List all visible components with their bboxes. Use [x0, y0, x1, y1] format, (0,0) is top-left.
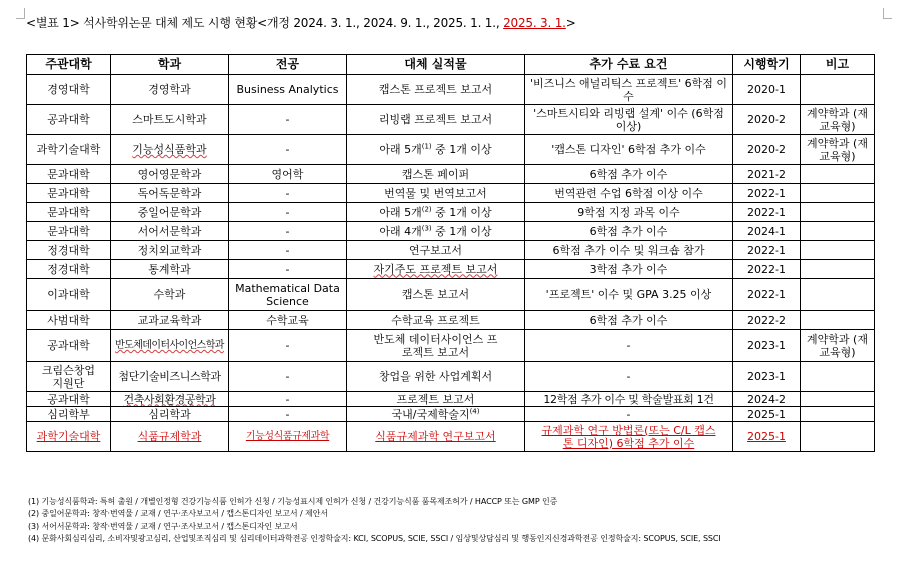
cell-college: 정경대학	[27, 260, 111, 279]
cell-requirement: 번역관련 수업 6학점 이상 이수	[525, 184, 733, 203]
cell-term: 2023-1	[733, 362, 801, 392]
cell-department: 심리학과	[111, 407, 229, 422]
cell-note	[801, 184, 875, 203]
cell-requirement: 6학점 추가 이수	[525, 222, 733, 241]
table-row	[27, 105, 875, 135]
cell-output: 리빙랩 프로젝트 보고서	[347, 105, 525, 135]
cell-requirement	[525, 422, 733, 452]
footnote-ref: (3)	[421, 223, 432, 232]
cell-output	[347, 203, 525, 222]
cell-requirement: -	[525, 362, 733, 392]
cell-college: 문과대학	[27, 184, 111, 203]
table-caption	[26, 14, 576, 31]
cell-term: 2024-1	[733, 222, 801, 241]
table-row	[27, 184, 875, 203]
cell-note	[801, 362, 875, 392]
cell-note: 계약학과 (재교육형)	[801, 330, 875, 362]
cell-output: 캡스톤 페이퍼	[347, 165, 525, 184]
page-corner-mark-left	[16, 8, 25, 19]
cell-output: 연구보고서	[347, 241, 525, 260]
cell-major: -	[229, 392, 347, 407]
cell-college: 문과대학	[27, 203, 111, 222]
cell-department: 첨단기술비즈니스학과	[111, 362, 229, 392]
cell-term: 2022-1	[733, 279, 801, 311]
cell-note	[801, 407, 875, 422]
output-tail: 중 1개 이상	[431, 224, 492, 238]
footnotes	[28, 496, 721, 546]
cell-college: 이과대학	[27, 279, 111, 311]
cell-department: 중일어문학과	[111, 203, 229, 222]
cell-note	[801, 279, 875, 311]
table-row	[27, 407, 875, 422]
cell-requirement: 6학점 추가 이수 및 워크숍 참가	[525, 241, 733, 260]
cell-major: 수학교육	[229, 311, 347, 330]
table-row	[27, 75, 875, 105]
footnote-1: (1) 기능성식품학과: 특허 출원 / 개별인정형 건강기능식품 인허가 신청 / 기능성표시제 인허가 신청 / 건강기능식품 품목제조허가 / HACCP 또는 GMP 인증	[28, 497, 558, 506]
cell-requirement: -	[525, 407, 733, 422]
cell-output: 창업을 위한 사업계획서	[347, 362, 525, 392]
cell-department: 교과교육학과	[111, 311, 229, 330]
cell-requirement: 6학점 추가 이수	[525, 165, 733, 184]
footnote-4: (4) 문화사회심리심리, 소비자및광고심리, 산업및조직심리 및 심리데이터과학전공 인정학술지: KCI, SCOPUS, SCIE, SSCI / 임상및상담심리 및 행동인지신경과학전공 인정학술지: SCOPUS, SCIE, SSCI	[28, 534, 721, 544]
cell-term: 2021-2	[733, 165, 801, 184]
cell-note	[801, 222, 875, 241]
cell-department: 독어독문학과	[111, 184, 229, 203]
cell-output: 프로젝트 보고서	[347, 392, 525, 407]
cell-major: -	[229, 407, 347, 422]
cell-note	[801, 165, 875, 184]
cell-requirement: -	[525, 330, 733, 362]
cell-department: 정치외교학과	[111, 241, 229, 260]
cell-output: 캡스톤 보고서	[347, 279, 525, 311]
cell-output	[347, 222, 525, 241]
dept-text: 건축사회환경공학과	[123, 392, 216, 406]
footnote-ref: (1)	[421, 142, 432, 151]
header-department: 학과	[111, 55, 229, 75]
cell-note	[801, 311, 875, 330]
footnote-ref: (2)	[421, 204, 432, 213]
table-row	[27, 392, 875, 407]
header-note: 비고	[801, 55, 875, 75]
cell-term: 2022-1	[733, 203, 801, 222]
output-text: 아래 5개	[379, 143, 422, 156]
cell-major: Mathematical Data Science	[229, 279, 347, 311]
cell-term: 2020-1	[733, 75, 801, 105]
output-text: 아래 5개	[379, 205, 422, 219]
cell-major	[229, 422, 347, 452]
cell-requirement: '비즈니스 애널리틱스 프로젝트' 6학점 이수	[525, 75, 733, 105]
cell-college: 문과대학	[27, 222, 111, 241]
cell-note	[801, 75, 875, 105]
footnote-ref: (4)	[469, 406, 480, 415]
cell-output	[347, 260, 525, 279]
cell-requirement: 9학점 지정 과목 이수	[525, 203, 733, 222]
cell-note	[801, 260, 875, 279]
table-row	[27, 135, 875, 165]
cell-major: -	[229, 184, 347, 203]
cell-note: 계약학과 (재교육형)	[801, 105, 875, 135]
footnote-2: (2) 중일어문학과: 창작·번역물 / 교재 / 연구·조사보고서 / 캡스톤디자인 보고서 / 제안서	[28, 509, 328, 519]
table-row	[27, 165, 875, 184]
output-text: 아래 4개	[379, 224, 422, 238]
header-additional-requirement: 추가 수료 요건	[525, 55, 733, 75]
cell-department	[111, 422, 229, 452]
cell-output: 반도체 데이터사이언스 프로젝트 보고서	[347, 330, 525, 362]
cell-major: -	[229, 105, 347, 135]
cell-major: -	[229, 135, 347, 165]
cell-requirement: '스마트시티와 리빙랩 설계' 이수 (6학점 이상)	[525, 105, 733, 135]
thesis-replacement-table	[26, 54, 875, 452]
cell-department: 통계학과	[111, 260, 229, 279]
cell-note: 계약학과 (재교육형)	[801, 135, 875, 165]
caption-prefix: <별표 1> 석사학위논문 대체 제도 시행 현황<개정 2024. 3. 1., 2024. 9. 1., 2025. 1. 1.,	[26, 16, 504, 30]
table-row	[27, 203, 875, 222]
cell-term	[733, 422, 801, 452]
cell-output: 캡스톤 프로젝트 보고서	[347, 75, 525, 105]
table-header-row	[27, 55, 875, 75]
output-text: 자기주도 프로젝트 보고서	[373, 262, 498, 276]
cell-department: 영어영문학과	[111, 165, 229, 184]
cell-output	[347, 422, 525, 452]
cell-major: Business Analytics	[229, 75, 347, 105]
cell-major: -	[229, 330, 347, 362]
cell-major: -	[229, 241, 347, 260]
cell-college: 경영대학	[27, 75, 111, 105]
cell-requirement: '캡스톤 디자인' 6학점 추가 이수	[525, 135, 733, 165]
cell-note	[801, 203, 875, 222]
header-college: 주관대학	[27, 55, 111, 75]
table-row	[27, 260, 875, 279]
output-text: 식품규제과학 연구보고서	[375, 430, 496, 443]
cell-major: -	[229, 222, 347, 241]
dept-text: 기능성식품학과	[132, 143, 207, 156]
cell-requirement: 6학점 추가 이수	[525, 311, 733, 330]
cell-department	[111, 135, 229, 165]
header-replacement-output: 대체 실적물	[347, 55, 525, 75]
cell-college: 심리학부	[27, 407, 111, 422]
dept-text: 식품규제학과	[137, 430, 202, 443]
table-row-latest	[27, 422, 875, 452]
cell-term: 2024-2	[733, 392, 801, 407]
table-row	[27, 241, 875, 260]
header-major: 전공	[229, 55, 347, 75]
major-text: 기능성식품규제과학	[245, 431, 330, 442]
cell-term: 2023-1	[733, 330, 801, 362]
cell-term: 2020-2	[733, 105, 801, 135]
table-row	[27, 279, 875, 311]
cell-major: -	[229, 362, 347, 392]
table-row	[27, 362, 875, 392]
cell-term: 2022-1	[733, 241, 801, 260]
cell-requirement: 3학점 추가 이수	[525, 260, 733, 279]
cell-output: 수학교육 프로젝트	[347, 311, 525, 330]
output-text: 국내/국제학술지	[391, 407, 470, 421]
cell-major: 영어학	[229, 165, 347, 184]
table-row	[27, 311, 875, 330]
table-row	[27, 330, 875, 362]
cell-college: 공과대학	[27, 105, 111, 135]
cell-term: 2022-1	[733, 184, 801, 203]
cell-college: 정경대학	[27, 241, 111, 260]
cell-college: 문과대학	[27, 165, 111, 184]
caption-latest-revision: 2025. 3. 1.	[503, 16, 566, 30]
output-tail: 중 1개 이상	[431, 143, 492, 156]
cell-department: 스마트도시학과	[111, 105, 229, 135]
cell-department	[111, 392, 229, 407]
header-term: 시행학기	[733, 55, 801, 75]
cell-note	[801, 422, 875, 452]
cell-term: 2020-2	[733, 135, 801, 165]
cell-term: 2025-1	[733, 407, 801, 422]
cell-requirement: '프로젝트' 이수 및 GPA 3.25 이상	[525, 279, 733, 311]
cell-note	[801, 241, 875, 260]
cell-output	[347, 407, 525, 422]
cell-output	[347, 135, 525, 165]
cell-college	[27, 422, 111, 452]
term-text: 2025-1	[747, 430, 786, 443]
college-text: 과학기술대학	[36, 430, 101, 443]
output-tail: 중 1개 이상	[431, 205, 492, 219]
cell-college: 과학기술대학	[27, 135, 111, 165]
caption-suffix: >	[565, 16, 576, 30]
cell-college: 공과대학	[27, 330, 111, 362]
cell-department: 경영학과	[111, 75, 229, 105]
cell-department	[111, 330, 229, 362]
cell-requirement: 12학점 추가 이수 및 학술발표회 1건	[525, 392, 733, 407]
cell-major: -	[229, 203, 347, 222]
cell-note	[801, 392, 875, 407]
cell-college: 사범대학	[27, 311, 111, 330]
cell-term: 2022-2	[733, 311, 801, 330]
table-row	[27, 222, 875, 241]
cell-college: 공과대학	[27, 392, 111, 407]
page-corner-mark-right	[883, 8, 892, 19]
footnote-3: (3) 서어서문학과: 창작·번역물 / 교재 / 연구·조사보고서 / 캡스톤디자인 보고서	[28, 521, 298, 531]
cell-output: 번역물 및 번역보고서	[347, 184, 525, 203]
cell-major: -	[229, 260, 347, 279]
dept-text: 반도체데이터사이언스학과	[115, 340, 224, 351]
cell-department: 수학과	[111, 279, 229, 311]
cell-department: 서어서문학과	[111, 222, 229, 241]
cell-term: 2022-1	[733, 260, 801, 279]
requirement-text: 규제과학 연구 방법론(또는 C/L 캡스톤 디자인) 6학점 추가 이수	[541, 423, 716, 450]
cell-college: 크림슨창업지원단	[27, 362, 111, 392]
